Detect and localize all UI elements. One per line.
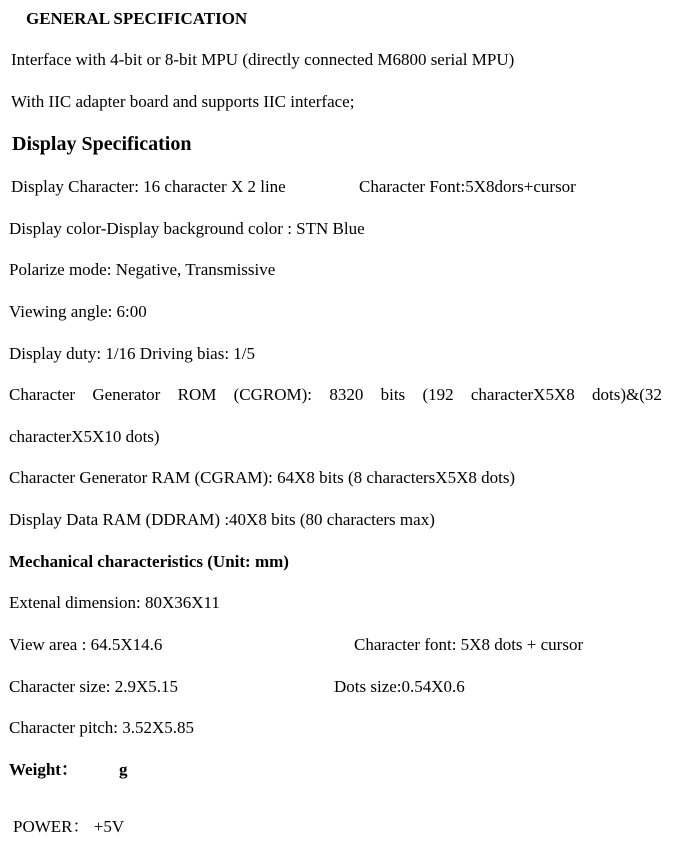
character-font-line: Character Font:5X8dors+cursor bbox=[359, 177, 576, 196]
polarize-mode-line: Polarize mode: Negative, Transmissive bbox=[9, 260, 276, 279]
mechanical-heading: Mechanical characteristics (Unit: mm) bbox=[9, 552, 289, 571]
cgrom-word: ROM bbox=[177, 385, 217, 404]
cgrom-word: (192 bbox=[422, 385, 454, 404]
duty-bias-line: Display duty: 1/16 Driving bias: 1/5 bbox=[9, 344, 256, 363]
cgrom-continuation-line: characterX5X10 dots) bbox=[9, 427, 160, 446]
power-line: POWER： +5V bbox=[13, 817, 125, 836]
mech-character-font-line: Character font: 5X8 dots + cursor bbox=[354, 635, 584, 654]
display-spec-heading: Display Specification bbox=[12, 133, 192, 155]
display-character-line: Display Character: 16 character X 2 line bbox=[11, 177, 286, 196]
interface-line: Interface with 4-bit or 8-bit MPU (directly connected M6800 serial MPU) bbox=[11, 50, 515, 69]
cgrom-line bbox=[9, 385, 662, 405]
cgrom-word: (CGROM): bbox=[233, 385, 313, 404]
external-dimension-line: Extenal dimension: 80X36X11 bbox=[9, 593, 220, 612]
ddram-line: Display Data RAM (DDRAM) :40X8 bits (80 characters max) bbox=[9, 510, 435, 529]
general-spec-heading: GENERAL SPECIFICATION bbox=[26, 9, 248, 28]
cgrom-word: 8320 bbox=[329, 385, 364, 404]
dots-size-line: Dots size:0.54X0.6 bbox=[334, 677, 465, 696]
iic-line: With IIC adapter board and supports IIC interface; bbox=[11, 92, 355, 111]
view-area-line: View area : 64.5X14.6 bbox=[9, 635, 163, 654]
cgrom-word: Character bbox=[9, 385, 76, 404]
weight-label: Weight： bbox=[9, 760, 78, 779]
weight-unit: g bbox=[119, 760, 128, 779]
cgrom-word: bits bbox=[380, 385, 406, 404]
character-size-line: Character size: 2.9X5.15 bbox=[9, 677, 178, 696]
viewing-angle-line: Viewing angle: 6:00 bbox=[9, 302, 147, 321]
cgrom-word: dots)&(32 bbox=[592, 385, 662, 404]
cgrom-word: characterX5X8 bbox=[470, 385, 575, 404]
character-pitch-line: Character pitch: 3.52X5.85 bbox=[9, 718, 195, 737]
cgrom-word: Generator bbox=[92, 385, 161, 404]
display-color-line: Display color-Display background color : STN Blue bbox=[9, 219, 365, 238]
cgram-line: Character Generator RAM (CGRAM): 64X8 bits (8 charactersX5X8 dots) bbox=[9, 468, 516, 487]
